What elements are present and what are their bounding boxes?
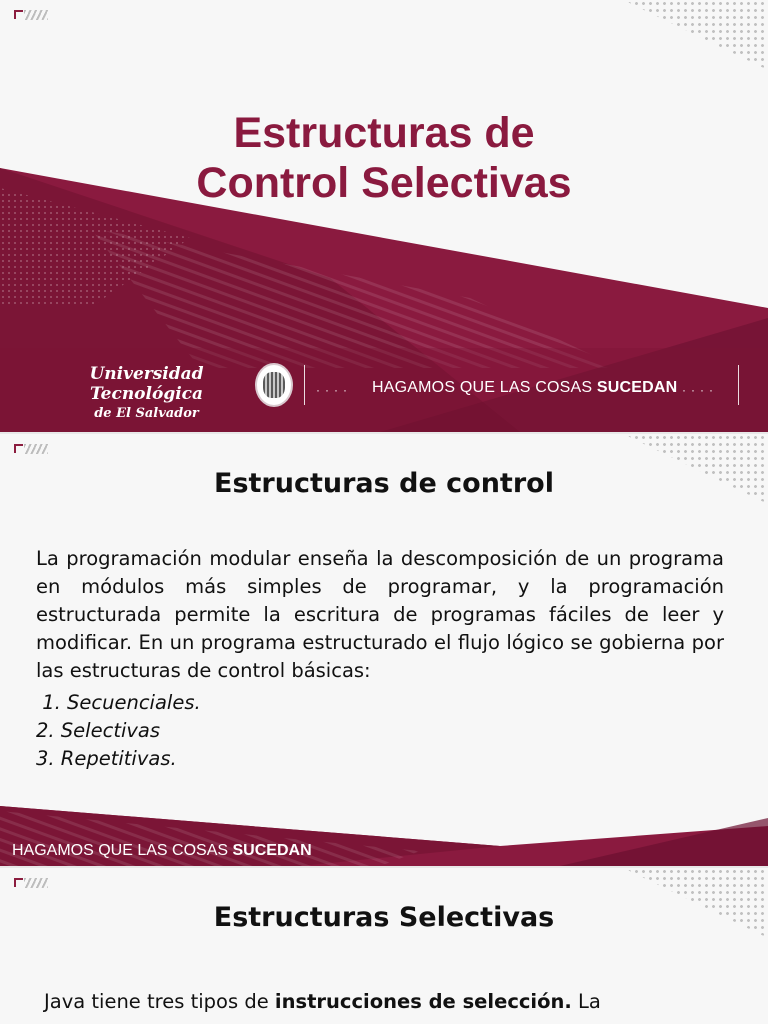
slogan-prefix: HAGAMOS QUE LAS COSAS: [12, 842, 233, 859]
slide-selective: [0, 868, 768, 1024]
university-name: [44, 365, 249, 423]
dot-pattern: [598, 0, 768, 70]
divider: [304, 365, 305, 405]
control-structures-list: [36, 689, 201, 773]
paragraph-bold: instrucciones de selección.: [274, 990, 572, 1013]
slide-content: [0, 434, 768, 866]
corner-mark-icon: [14, 444, 48, 456]
dotted-separator: ····: [316, 383, 352, 397]
body-paragraph: La programación modular enseña la descomposición de un programa en módulos más simples de programar, y la programación estructurada permite la escritura de programas fáciles de leer y modificar. En un programa estructurado el flujo lógico se gobierna por las estructuras de control básicas:: [36, 547, 724, 682]
slide-heading: Estructuras Selectivas: [213, 902, 555, 933]
title-line-2: Control Selectivas: [196, 159, 572, 207]
slogan: [372, 379, 677, 397]
corner-mark-icon: [14, 878, 48, 890]
footer-branding: [0, 355, 768, 421]
university-name-line-2: de El Salvador: [94, 406, 199, 421]
list-item: 3. Repetitivas.: [36, 747, 177, 770]
university-seal-icon: [255, 363, 293, 407]
divider: [738, 365, 739, 405]
slide-heading: Estructuras de control: [214, 468, 554, 499]
paragraph-end: La: [571, 990, 601, 1013]
slogan: [12, 842, 312, 860]
title-line-1: Estructuras de: [233, 109, 535, 157]
slogan-prefix: HAGAMOS QUE LAS COSAS: [372, 379, 597, 396]
corner-mark-icon: [14, 10, 48, 22]
list-item: 1. Secuenciales.: [36, 691, 201, 714]
paragraph-start: Java tiene tres tipos de: [44, 990, 275, 1013]
slide-title: [0, 0, 768, 432]
body-paragraph: [44, 988, 708, 1016]
list-item: 2. Selectivas: [36, 719, 161, 742]
slogan-emphasis: SUCEDAN: [596, 379, 678, 396]
slogan-emphasis: SUCEDAN: [232, 842, 312, 859]
university-name-line-1: Universidad Tecnológica: [89, 364, 204, 404]
dotted-separator: ····: [682, 383, 718, 397]
